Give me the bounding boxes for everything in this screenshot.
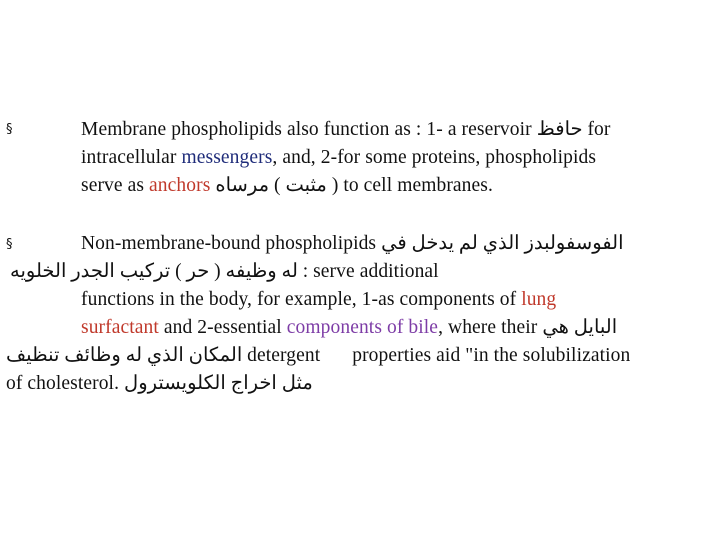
- para2-line6-text: of cholesterol.: [6, 373, 120, 394]
- para1-line3-end: to cell membranes.: [343, 175, 493, 196]
- keyword-surfactant: surfactant: [81, 317, 159, 338]
- para1-line2: [81, 145, 596, 171]
- para2-line4-text: and 2-essential: [163, 317, 282, 338]
- para2-line1-text: Non-membrane-bound phospholipids: [81, 233, 377, 254]
- para2-line4-arabic: البايل هي: [542, 317, 618, 338]
- para2-line3-text: functions in the body, for example, 1-as components of: [81, 289, 517, 310]
- para2-line4: [81, 315, 617, 341]
- bullet-marker-2: §: [6, 237, 13, 252]
- para2-line5-text: detergent: [247, 345, 321, 366]
- para2-line5: [6, 343, 630, 369]
- para2-line4-rest: , where their: [438, 317, 538, 338]
- keyword-components-of-bile: components of bile: [286, 317, 439, 338]
- para2-line5-rest: properties aid "in the solubilization: [352, 345, 631, 366]
- para2-line1: [81, 231, 624, 257]
- para1-line2-rest: , and, 2-for some proteins, phospholipids: [272, 147, 597, 168]
- para2-line2: [10, 259, 439, 285]
- para2-line1-arabic: الفوسفولبدز الذي لم يدخل في: [381, 233, 624, 254]
- para1-line3-text: serve as: [81, 175, 145, 196]
- para2-line6: [6, 371, 313, 397]
- para2-line3: [81, 287, 556, 313]
- para2-line5-arabic: المكان الذي له وظائف تنظيف: [6, 345, 243, 366]
- para1-line1-text: Membrane phospholipids also function as : 1- a reservoir: [81, 119, 532, 140]
- keyword-anchors: anchors: [149, 175, 211, 196]
- para2-line6-arabic: مثل اخراج الكلويسترول: [124, 373, 313, 394]
- para2-line2-arabic: : له وظيفه ( حر ) تركيب الجدر الخلويه: [10, 261, 309, 282]
- para2-line2-text: serve additional: [313, 261, 439, 282]
- para1-line2-text: intracellular: [81, 147, 177, 168]
- para1-line1: [81, 117, 610, 143]
- para1-line3-arabic: ( مثبت ) مرساه: [215, 175, 339, 196]
- keyword-lung: lung: [521, 289, 557, 310]
- para1-line1-arabic: حافظ: [536, 119, 583, 140]
- para1-line3: [81, 173, 493, 199]
- bullet-marker-1: §: [6, 122, 13, 137]
- keyword-messengers: messengers: [181, 147, 273, 168]
- para1-line1-end: for: [587, 119, 611, 140]
